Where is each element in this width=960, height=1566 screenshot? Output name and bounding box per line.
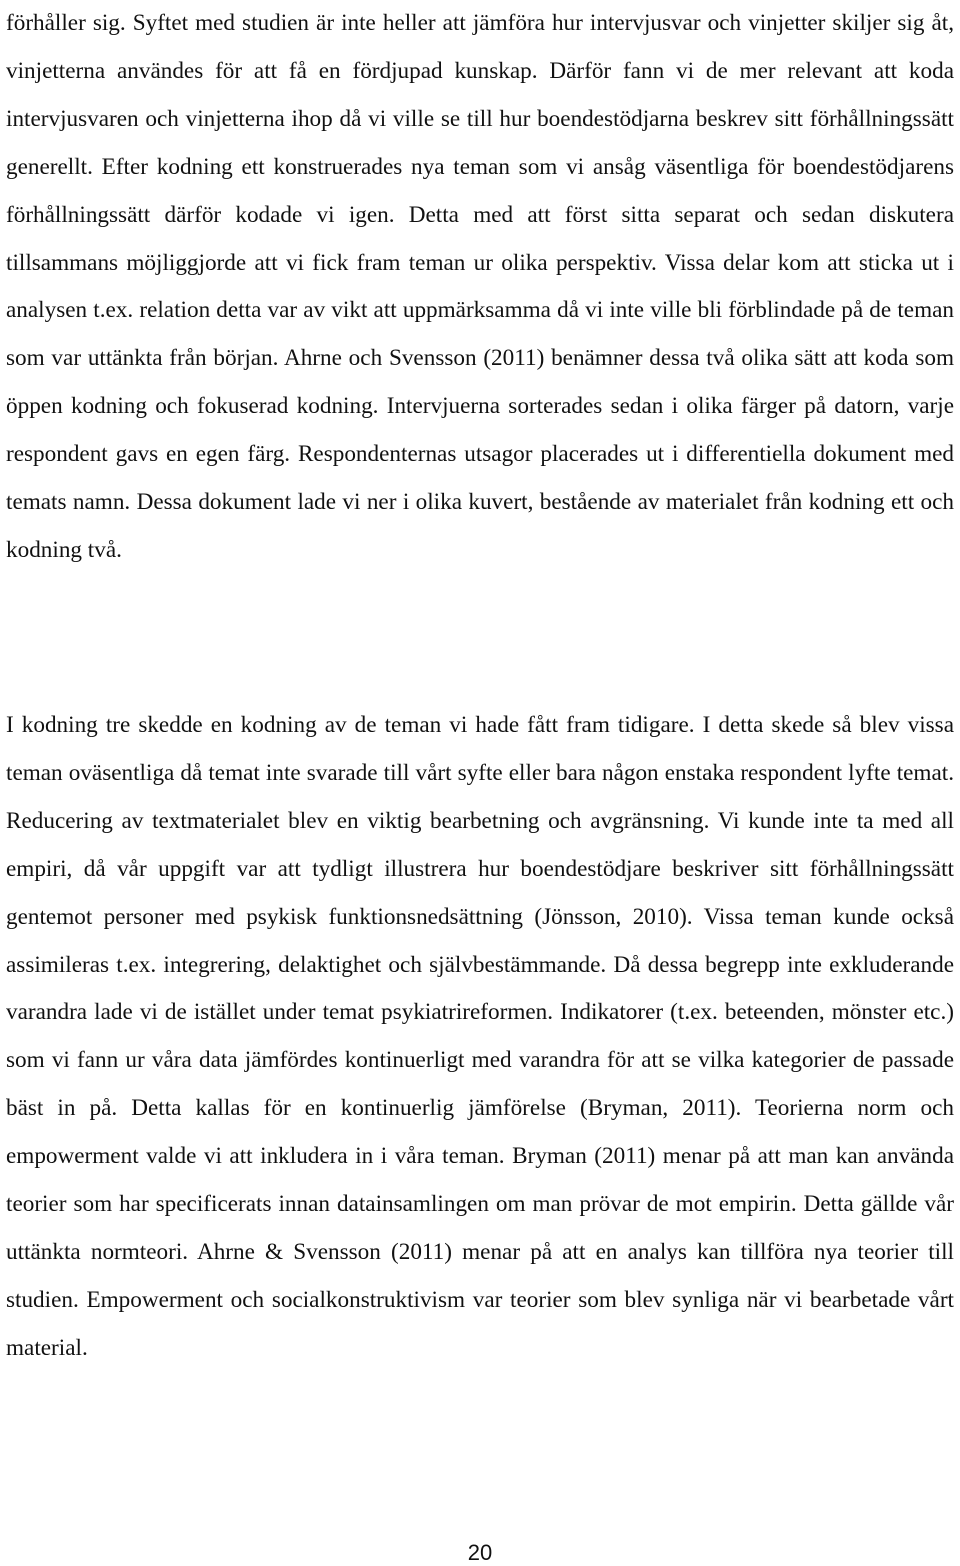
- body-paragraph-1: förhåller sig. Syftet med studien är inte heller att jämföra hur intervjusvar och vinjetter skiljer sig åt, vinjetterna användes för att få en fördjupad kunskap. Därför fann vi de mer relevant att koda intervjusvaren och vinjetterna ihop då vi ville se till hur boendestödjarna beskrev sitt förhållningssätt generellt. Efter kodning ett konstruerades nya teman som vi ansåg väsentliga för boendestödjarens förhållningssätt därför kodade vi igen. Detta med att först sitta separat och sedan diskutera tillsammans möjliggjorde att vi fick fram teman ur olika perspektiv. Vissa delar kom att sticka ut i analysen t.ex. relation detta var av vikt att uppmärksamma då vi inte ville bli förblindade på de teman som var uttänkta från början. Ahrne och Svensson (2011) benämner dessa två olika sätt att koda som öppen kodning och fokuserad kodning. Intervjuerna sorterades sedan i olika färger på datorn, varje respondent gavs en egen färg. Respondenternas utsagor placerades ut i differentiella dokument med temats namn. Dessa dokument lade vi ner i olika kuvert, bestående av materialet från kodning ett och kodning två.: [6, 10, 954, 563]
- page-number: 20: [467, 1540, 493, 1565]
- body-paragraph-2: I kodning tre skedde en kodning av de teman vi hade fått fram tidigare. I detta skede så blev vissa teman oväsentliga då temat inte svarade till vårt syfte eller bara någon enstaka respondent lyfte temat. Reducering av textmaterialet blev en viktig bearbetning och avgränsning. Vi kunde inte ta med all empiri, då vår uppgift var att tydligt illustrera hur boendestödjare beskriver sitt förhållningssätt gentemot personer med psykisk funktionsnedsättning (Jönsson, 2010). Vissa teman kunde också assimileras t.ex. integrering, delaktighet och självbestämmande. Då dessa begrepp inte exkluderande varandra lade vi de istället under temat psykiatrireformen. Indikatorer (t.ex. beteenden, mönster etc.) som vi fann ur våra data jämfördes kontinuerligt med varandra för att se vilka kategorier de passade bäst in på. Detta kallas för en kontinuerlig jämförelse (Bryman, 2011). Teorierna norm och empowerment valde vi att inkludera in i våra teman. Bryman (2011) menar på att man kan använda teorier som har specificerats innan datainsamlingen om man prövar de mot empirin. Detta gällde vår uttänkta normteori. Ahrne & Svensson (2011) menar på att en analys kan tillföra nya teorier till studien. Empowerment och socialkonstruktivism var teorier som blev synliga när vi bearbetade vårt material.: [6, 712, 954, 1361]
